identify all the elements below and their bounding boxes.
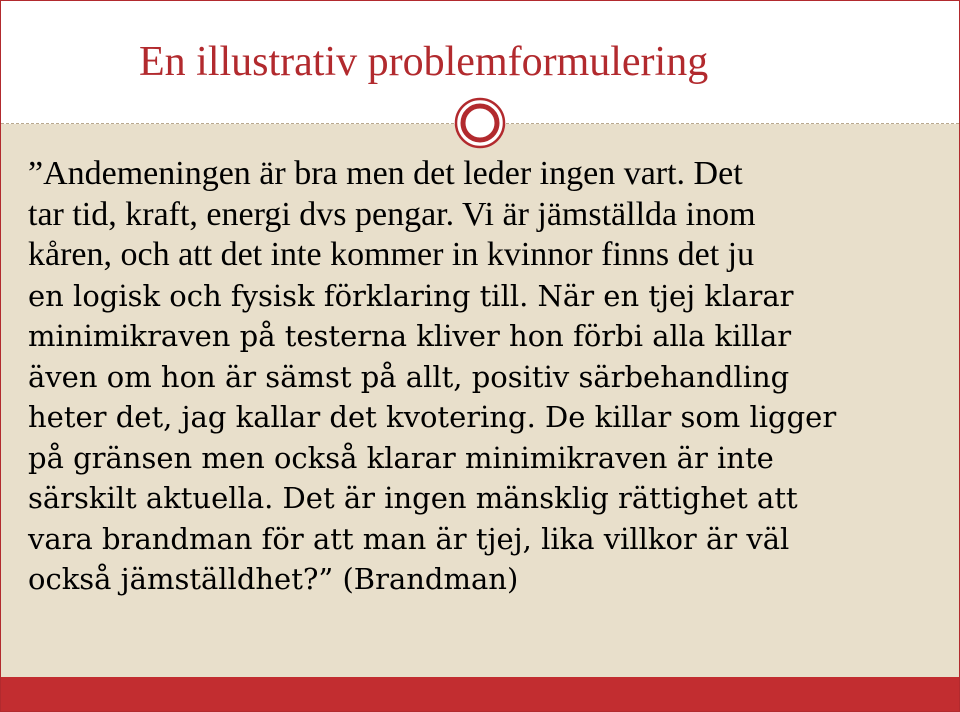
quote-line: kåren, och att det inte kommer in kvinnor finns det ju	[28, 236, 755, 273]
quote-line: tar tid, kraft, energi dvs pengar. Vi är jämställda inom	[28, 195, 756, 233]
content-area	[1, 124, 959, 677]
quote-text	[28, 154, 928, 600]
quote-line: ”Andemeningen är bra men det leder ingen vart. Det	[28, 155, 743, 192]
slide-title: En illustrativ problemformulering	[139, 39, 709, 85]
quote-line: också jämställdhet?” (Brandman)	[28, 562, 519, 596]
quote-line: särskilt aktuella. Det är ingen mänsklig rättighet att	[28, 481, 798, 515]
quote-line: heter det, jag kallar det kvotering. De killar som ligger	[28, 400, 837, 434]
quote-line: även om hon är sämst på allt, positiv särbehandling	[28, 359, 790, 394]
quote-line: på gränsen men också klarar minimikraven är inte	[28, 440, 774, 475]
footer-bar	[1, 677, 959, 711]
quote-line: minimikraven på testerna kliver hon förbi alla killar	[28, 319, 792, 353]
quote-line: en logisk och fysisk förklaring till. När en tjej klarar	[28, 278, 794, 313]
double-ring-circle-icon	[454, 97, 506, 149]
quote-line: vara brandman för att man är tjej, lika villkor är väl	[28, 521, 790, 556]
